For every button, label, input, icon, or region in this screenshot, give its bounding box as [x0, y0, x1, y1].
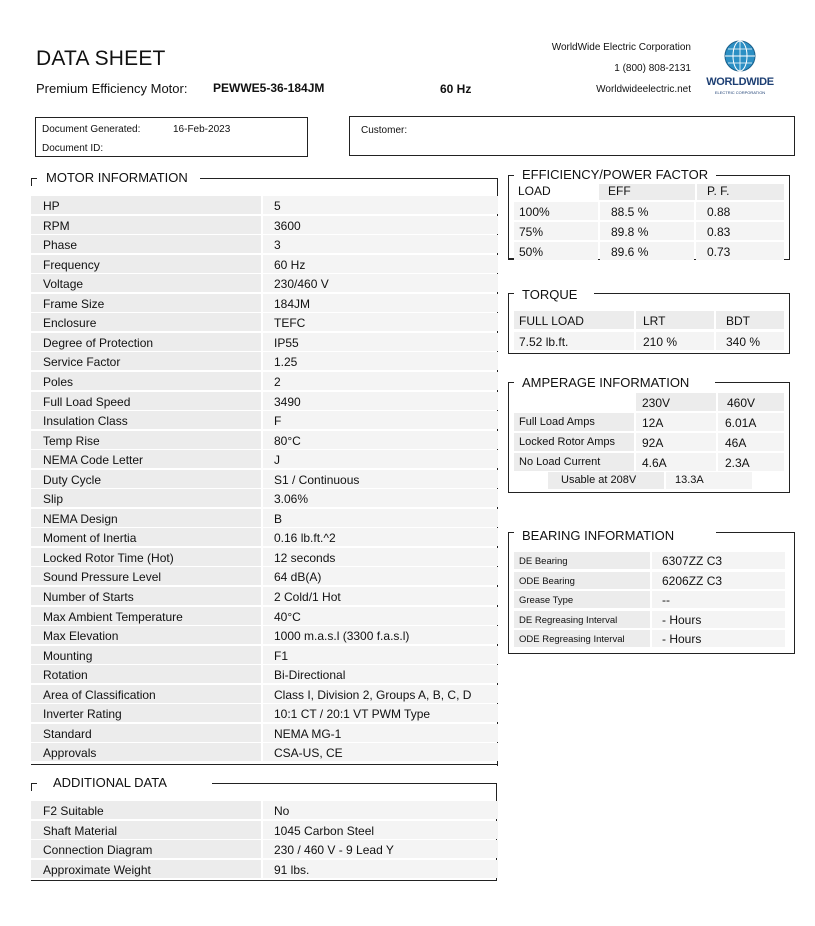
motor-info-value: TEFC — [263, 313, 498, 331]
motor-info-label: Locked Rotor Time (Hot) — [31, 548, 261, 566]
bearing-label: DE Regreasing Interval — [514, 611, 650, 628]
motor-info-value: 0.16 lb.ft.^2 — [263, 528, 498, 546]
document-generated-label: Document Generated: — [42, 124, 141, 135]
efficiency-load-cell: 50% — [514, 242, 598, 260]
product-type: Premium Efficiency Motor: — [36, 81, 188, 96]
additional-data-value: No — [263, 801, 498, 819]
document-generated-value: 16-Feb-2023 — [173, 124, 231, 135]
motor-info-value: 80°C — [263, 431, 498, 449]
motor-info-label: Service Factor — [31, 352, 261, 370]
motor-info-row — [31, 685, 498, 705]
additional-data-value: 1045 Carbon Steel — [263, 821, 498, 839]
motor-info-row — [31, 372, 498, 392]
motor-info-value: 184JM — [263, 294, 498, 312]
motor-info-label: Frame Size — [31, 294, 261, 312]
motor-info-value: 3600 — [263, 216, 498, 234]
additional-data-value: 91 lbs. — [263, 860, 498, 878]
torque-lrt-value: 210 % — [636, 332, 714, 350]
amperage-header-row — [514, 393, 784, 411]
efficiency-title: EFFICIENCY/POWER FACTOR — [514, 167, 716, 182]
bearing-value: 6206ZZ C3 — [652, 572, 785, 589]
bearing-title: BEARING INFORMATION — [514, 528, 682, 543]
motor-info-value: 12 seconds — [263, 548, 498, 566]
amperage-460v-value: 2.3A — [718, 453, 784, 471]
bearing-label: DE Bearing — [514, 552, 650, 569]
efficiency-eff-cell: 88.5 % — [600, 202, 694, 220]
motor-info-value: 2 — [263, 372, 498, 390]
additional-data-row — [31, 840, 498, 860]
efficiency-eff-cell: 89.8 % — [600, 222, 694, 240]
amperage-460v-value: 6.01A — [718, 413, 784, 431]
efficiency-header-pf: P. F. — [697, 184, 784, 200]
efficiency-header-row — [514, 183, 784, 199]
additional-data-label: F2 Suitable — [31, 801, 261, 819]
amperage-title: AMPERAGE INFORMATION — [514, 375, 697, 390]
bearing-value: - Hours — [652, 630, 785, 647]
amperage-usable-label: Usable at 208V — [548, 472, 664, 489]
motor-info-row — [31, 255, 498, 275]
motor-info-label: Phase — [31, 235, 261, 253]
logo-text: WORLDWIDE — [706, 76, 774, 88]
motor-info-row — [31, 352, 498, 372]
motor-info-row — [31, 567, 498, 587]
efficiency-pf-cell: 0.73 — [696, 242, 784, 260]
motor-info-value: 1000 m.a.s.l (3300 f.a.s.l) — [263, 626, 498, 644]
motor-info-row — [31, 196, 498, 216]
motor-info-row — [31, 450, 498, 470]
motor-info-row — [31, 509, 498, 529]
additional-data-row — [31, 801, 498, 821]
company-website[interactable]: Worldwideelectric.net — [596, 84, 691, 95]
additional-data-label: Shaft Material — [31, 821, 261, 839]
motor-info-value: NEMA MG-1 — [263, 724, 498, 742]
torque-title: TORQUE — [514, 287, 585, 302]
motor-info-value: CSA-US, CE — [263, 743, 498, 761]
customer-label: Customer: — [361, 125, 408, 136]
efficiency-pf-cell: 0.83 — [696, 222, 784, 240]
motor-info-label: Inverter Rating — [31, 704, 261, 722]
motor-info-label: Standard — [31, 724, 261, 742]
amperage-header-460v: 460V — [718, 393, 784, 411]
motor-info-value: 40°C — [263, 607, 498, 625]
motor-info-row — [31, 431, 498, 451]
amperage-row-label: No Load Current — [514, 453, 634, 471]
efficiency-load-cell: 75% — [514, 222, 598, 240]
motor-info-value: 3490 — [263, 392, 498, 410]
motor-info-row — [31, 528, 498, 548]
company-logo — [705, 40, 775, 100]
motor-info-row — [31, 489, 498, 509]
motor-information-title: MOTOR INFORMATION — [38, 170, 196, 185]
motor-info-value: 230/460 V — [263, 274, 498, 292]
bearing-value: 6307ZZ C3 — [652, 552, 785, 569]
efficiency-header-eff: EFF — [599, 184, 695, 200]
efficiency-pf-cell: 0.88 — [696, 202, 784, 220]
motor-info-label: Insulation Class — [31, 411, 261, 429]
motor-info-row — [31, 294, 498, 314]
model-number: PEWWE5-36-184JM — [213, 81, 325, 95]
efficiency-eff-cell: 89.6 % — [600, 242, 694, 260]
motor-info-row — [31, 470, 498, 490]
amperage-usable-row — [548, 472, 752, 489]
efficiency-load-cell: 100% — [514, 202, 598, 220]
motor-info-row — [31, 665, 498, 685]
amperage-230v-value: 12A — [636, 413, 716, 431]
company-phone: 1 (800) 808-2131 — [614, 63, 691, 74]
bearing-value: -- — [652, 591, 785, 608]
motor-info-row — [31, 626, 498, 646]
torque-header-lrt: LRT — [636, 311, 714, 329]
additional-data-label: Approximate Weight — [31, 860, 261, 878]
motor-info-row — [31, 587, 498, 607]
motor-info-label: Full Load Speed — [31, 392, 261, 410]
motor-info-value: 64 dB(A) — [263, 567, 498, 585]
motor-info-value: B — [263, 509, 498, 527]
motor-info-label: Temp Rise — [31, 431, 261, 449]
amperage-header-230v: 230V — [636, 393, 716, 411]
motor-info-row — [31, 313, 498, 333]
motor-info-row — [31, 392, 498, 412]
motor-info-label: Mounting — [31, 646, 261, 664]
motor-info-value: Bi-Directional — [263, 665, 498, 683]
motor-info-row — [31, 274, 498, 294]
motor-info-row — [31, 743, 498, 763]
motor-info-row — [31, 724, 498, 744]
motor-info-label: Duty Cycle — [31, 470, 261, 488]
torque-header-full-load: FULL LOAD — [514, 311, 634, 329]
motor-info-label: HP — [31, 196, 261, 214]
motor-info-value: Class I, Division 2, Groups A, B, C, D — [263, 685, 498, 703]
motor-info-label: Moment of Inertia — [31, 528, 261, 546]
motor-info-label: Degree of Protection — [31, 333, 261, 351]
additional-data-title: ADDITIONAL DATA — [45, 775, 175, 790]
efficiency-header-load: LOAD — [518, 184, 551, 198]
motor-info-label: Poles — [31, 372, 261, 390]
document-id-label: Document ID: — [42, 143, 104, 154]
page-title: DATA SHEET — [36, 47, 166, 70]
motor-info-row — [31, 548, 498, 568]
motor-info-label: NEMA Code Letter — [31, 450, 261, 468]
motor-info-label: RPM — [31, 216, 261, 234]
motor-info-value: F — [263, 411, 498, 429]
motor-info-value: 60 Hz — [263, 255, 498, 273]
bearing-value: - Hours — [652, 611, 785, 628]
amperage-row-label: Full Load Amps — [514, 413, 634, 431]
motor-info-label: Frequency — [31, 255, 261, 273]
motor-info-label: NEMA Design — [31, 509, 261, 527]
document-info-box — [35, 117, 308, 157]
motor-info-label: Max Ambient Temperature — [31, 607, 261, 625]
motor-info-value: 2 Cold/1 Hot — [263, 587, 498, 605]
customer-box — [349, 116, 795, 156]
amperage-row-label: Locked Rotor Amps — [514, 433, 634, 451]
motor-info-label: Voltage — [31, 274, 261, 292]
bearing-label: ODE Regreasing Interval — [514, 630, 650, 647]
motor-info-value: 1.25 — [263, 352, 498, 370]
motor-info-row — [31, 333, 498, 353]
additional-data-value: 230 / 460 V - 9 Lead Y — [263, 840, 498, 858]
motor-info-label: Area of Classification — [31, 685, 261, 703]
bearing-label: Grease Type — [514, 591, 650, 608]
motor-info-value: 3.06% — [263, 489, 498, 507]
motor-info-label: Slip — [31, 489, 261, 507]
motor-info-value: S1 / Continuous — [263, 470, 498, 488]
torque-header-bdt: BDT — [716, 311, 784, 329]
motor-info-label: Number of Starts — [31, 587, 261, 605]
motor-info-value: 3 — [263, 235, 498, 253]
motor-info-value: 10:1 CT / 20:1 VT PWM Type — [263, 704, 498, 722]
motor-info-value: F1 — [263, 646, 498, 664]
logo-subtext: ELECTRIC CORPORATION — [714, 90, 766, 95]
motor-info-label: Rotation — [31, 665, 261, 683]
company-name: WorldWide Electric Corporation — [551, 42, 691, 53]
torque-full-load-value: 7.52 lb.ft. — [514, 332, 634, 350]
motor-info-row — [31, 607, 498, 627]
bearing-label: ODE Bearing — [514, 572, 650, 589]
motor-info-row — [31, 646, 498, 666]
additional-data-label: Connection Diagram — [31, 840, 261, 858]
motor-info-value: IP55 — [263, 333, 498, 351]
motor-info-label: Max Elevation — [31, 626, 261, 644]
torque-table — [514, 311, 784, 351]
additional-data-row — [31, 821, 498, 841]
amperage-460v-value: 46A — [718, 433, 784, 451]
frequency-label: 60 Hz — [440, 82, 472, 96]
amperage-usable-value: 13.3A — [666, 472, 752, 489]
motor-info-row — [31, 704, 498, 724]
motor-info-value: J — [263, 450, 498, 468]
additional-data-row — [31, 860, 498, 880]
motor-info-row — [31, 216, 498, 236]
motor-info-row — [31, 235, 498, 255]
torque-bdt-value: 340 % — [716, 332, 784, 350]
motor-info-label: Sound Pressure Level — [31, 567, 261, 585]
motor-info-row — [31, 411, 498, 431]
motor-info-value: 5 — [263, 196, 498, 214]
amperage-230v-value: 92A — [636, 433, 716, 451]
amperage-230v-value: 4.6A — [636, 453, 716, 471]
motor-info-label: Approvals — [31, 743, 261, 761]
motor-info-label: Enclosure — [31, 313, 261, 331]
